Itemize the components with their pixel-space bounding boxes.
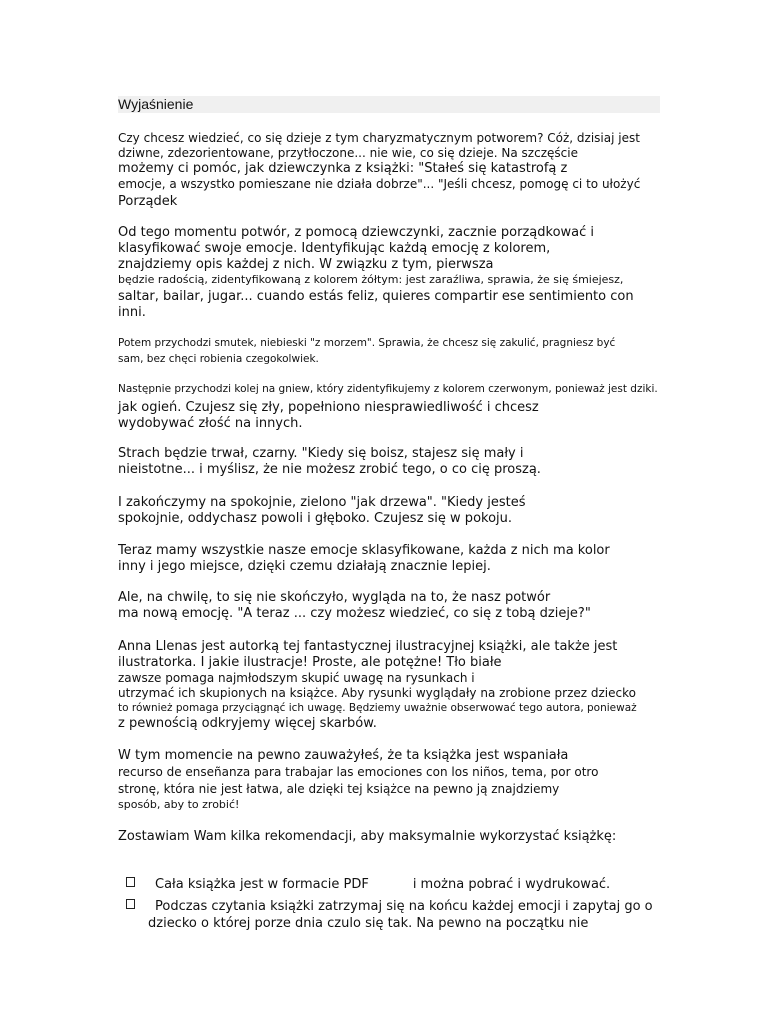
text-line: ma nową emocję. "A teraz ... czy możesz wiedzieć, co się z tobą dzieje?": [118, 606, 591, 621]
paragraph-intro: [118, 131, 678, 210]
text-line: inny i jego miejsce, dzięki czemu działają znacznie lepiej.: [118, 559, 491, 574]
paragraph-classified: [118, 543, 678, 575]
text-line: spokojnie, oddychasz powoli i głęboko. Czujesz się w pokoju.: [118, 511, 513, 526]
text-line: Od tego momentu potwór, z pomocą dziewczynki, zacznie porządkować i: [118, 225, 595, 240]
text-line: Potem przychodzi smutek, niebieski "z morzem". Sprawia, że chcesz się zakulić, pragniesz być: [118, 337, 616, 349]
text-line: Porządek: [118, 194, 178, 209]
paragraph-calm: [118, 495, 678, 527]
text-line: Strach będzie trwał, czarny. "Kiedy się boisz, stajesz się mały i: [118, 446, 524, 461]
text-line: zawsze pomaga najmłodszym skupić uwagę na rysunkach i: [118, 671, 475, 685]
list-item-continuation: dziecko o której porze dnia czulo się tak. Na pewno na początku nie: [148, 916, 589, 931]
text-line: będzie radością, zidentyfikowaną z kolorem żółtym: jest zaraźliwa, sprawia, że się śmiejesz,: [118, 273, 624, 286]
list-item-text: i można pobrać i wydrukować.: [412, 877, 611, 892]
text-line: jak ogień. Czujesz się zły, popełniono niesprawiedliwość i chcesz: [118, 400, 539, 415]
list-item: [126, 899, 686, 915]
text-line: sposób, aby to zrobić!: [118, 798, 240, 811]
text-line: Ale, na chwilę, to się nie skończyło, wygląda na to, że nasz potwór: [118, 590, 551, 605]
paragraph-classification: [118, 225, 678, 321]
square-bullet-icon: [126, 877, 135, 887]
text-line: Teraz mamy wszystkie nasze emocje sklasyfikowane, każda z nich ma kolor: [118, 543, 610, 558]
text-line: I zakończymy na spokojnie, zielono "jak drzewa". "Kiedy jesteś: [118, 495, 526, 510]
text-line: wydobywać złość na innych.: [118, 416, 303, 431]
text-line: znajdziemy opis każdej z nich. W związku z tym, pierwsza: [118, 257, 494, 272]
paragraph-sadness: [118, 335, 678, 367]
text-line: Następnie przychodzi kolej na gniew, który zidentyfikujemy z kolorem czerwonym, ponieważ jest dziki.: [118, 383, 658, 395]
paragraph-anger: [118, 383, 678, 432]
text-line: dziwne, zdezorientowane, przytłoczone... nie wie, co się dzieje. Na szczęście: [118, 146, 578, 160]
text-line: sam, bez chęci robienia czegokolwiek.: [118, 353, 319, 365]
text-line: stronę, która nie jest łatwa, ale dzięki tej książce na pewno ją znajdziemy: [118, 782, 560, 796]
list-item-text: Podczas czytania książki zatrzymaj się na końcu każdej emocji i zapytaj go o: [155, 899, 653, 914]
text-line: inni.: [118, 305, 146, 320]
text-line: Anna Llenas jest autorką tej fantastycznej ilustracyjnej książki, ale także jest: [118, 639, 618, 654]
text-line: utrzymać ich skupionych na książce. Aby rysunki wyglądały na zrobione przez dziecko: [118, 686, 636, 700]
text-line: emocje, a wszystko pomieszane nie działa dobrze"... "Jeśli chcesz, pomogę ci to ułożyć: [118, 177, 641, 191]
paragraph-new-emotion: [118, 590, 678, 622]
text-line: ilustratorka. I jakie ilustracje! Proste, ale potężne! Tło białe: [118, 655, 502, 670]
list-item-text: Cała książka jest w formacie PDF: [155, 877, 369, 892]
paragraph-teaching: [118, 748, 678, 812]
paragraph-recommendations: [118, 829, 678, 845]
text-line: klasyfikować swoje emocje. Identyfikując każdą emocję z kolorem,: [118, 241, 551, 256]
text-line: saltar, bailar, jugar... cuando estás feliz, quieres compartir ese sentimiento con: [118, 289, 634, 304]
paragraph-author: [118, 639, 678, 732]
square-bullet-icon: [126, 899, 135, 909]
paragraph-fear: [118, 446, 678, 478]
text-line: to również pomaga przyciągnąć ich uwagę. Będziemy uważnie obserwować tego autora, ponieważ: [118, 702, 637, 714]
text-line: możemy ci pomóc, jak dziewczynka z książki: "Stałeś się katastrofą z: [118, 161, 568, 176]
text-line: Zostawiam Wam kilka rekomendacji, aby maksymalnie wykorzystać książkę:: [118, 829, 617, 844]
list-item: [126, 877, 686, 893]
section-heading: Wyjaśnienie: [118, 96, 660, 113]
text-line: nieistotne... i myślisz, że nie możesz zrobić tego, o co cię proszą.: [118, 462, 541, 477]
text-line: Czy chcesz wiedzieć, co się dzieje z tym charyzmatycznym potworem? Cóż, dzisiaj jest: [118, 131, 640, 145]
text-line: recurso de enseñanza para trabajar las emociones con los niños, tema, por otro: [118, 765, 599, 779]
text-line: z pewnością odkryjemy więcej skarbów.: [118, 716, 377, 731]
text-line: W tym momencie na pewno zauważyłeś, że ta książka jest wspaniała: [118, 748, 569, 763]
